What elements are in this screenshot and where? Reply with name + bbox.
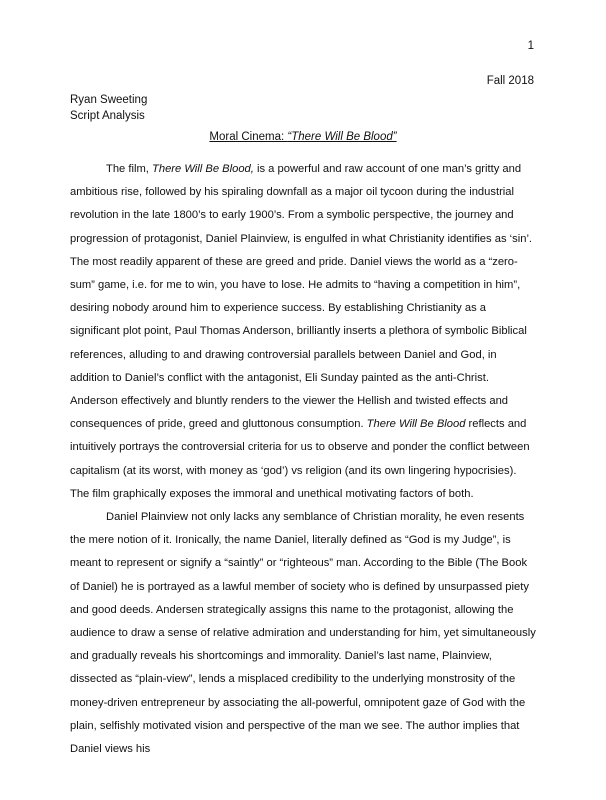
title-prefix: Moral Cinema: (209, 131, 288, 143)
essay-title (0, 131, 606, 143)
author-name: Ryan Sweeting (70, 94, 148, 106)
text-segment: is a powerful and raw account of one man’s gritty and ambitious rise, followed by his spiraling downfall as a major oil tycoon during the industrial revolution in the late 1800’s to early 1900’s. From a symbolic perspective, the journey and progression of protagonist, Daniel Plainview, is engulfed in what Christianity identifies as ‘sin’. The most readily apparent of these are greed and pride. Daniel views the world as a “zero-sum” game, i.e. for me to win, you have to lose. He admits to “having a competition in him”, desiring nobody around him to experience success. By establishing Christianity as a significant plot point, Paul Thomas Anderson, brilliantly inserts a plethora of symbolic Biblical references, alluding to and drawing controversial parallels between Daniel and God, in addition to Daniel’s conflict with the antagonist, Eli Sunday painted as the anti-Christ. Anderson effectively and bluntly renders to the viewer the Hellish and twisted effects and consequences of pride, greed and gluttonous consumption. (70, 163, 533, 431)
term-label: Fall 2018 (486, 75, 534, 87)
page-number: 1 (527, 40, 534, 52)
text-segment: Daniel Plainview not only lacks any semblance of Christian morality, he even resents the mere notion of it. Ironically, the name Daniel, literally defined as “God is my Judge”, is meant to represent or signify a “saintly” or “righteous” man. According to the Bible (The Book of Daniel) he is portrayed as a lawful member of society who is defined by unsurpassed piety and good deeds. Andersen strategically assigns this name to the protagonist, allowing the audience to draw a sense of relative admiration and understanding for him, yet simultaneously and gradually reveals his shortcomings and immorality. Daniel’s last name, Plainview, dissected as “plain-view”, lends a misplaced credibility to the underlying monstrosity of the money-driven entrepreneur by associating the all-powerful, omnipotent gaze of God with the plain, selfishly motivated vision and perspective of the man we see. The author implies that Daniel views his (70, 511, 536, 756)
title-film: “There Will Be Blood” (287, 131, 397, 143)
essay-body (70, 158, 536, 761)
course-name: Script Analysis (70, 110, 145, 122)
author-block (70, 92, 147, 124)
italic-text: There Will Be Blood (366, 418, 466, 431)
paragraph (70, 506, 536, 761)
text-segment: reflects and intuitively portrays the controversial criteria for us to observe and ponder the conflict between capitalism (at its worst, with money as ‘god’) vs religion (and its own lingering hypocrisies). The film graphically exposes the immoral and unethical motivating factors of both. (70, 418, 530, 500)
text-segment: The film, (106, 163, 153, 175)
paragraph (70, 158, 536, 506)
italic-text: There Will Be Blood, (152, 163, 254, 175)
